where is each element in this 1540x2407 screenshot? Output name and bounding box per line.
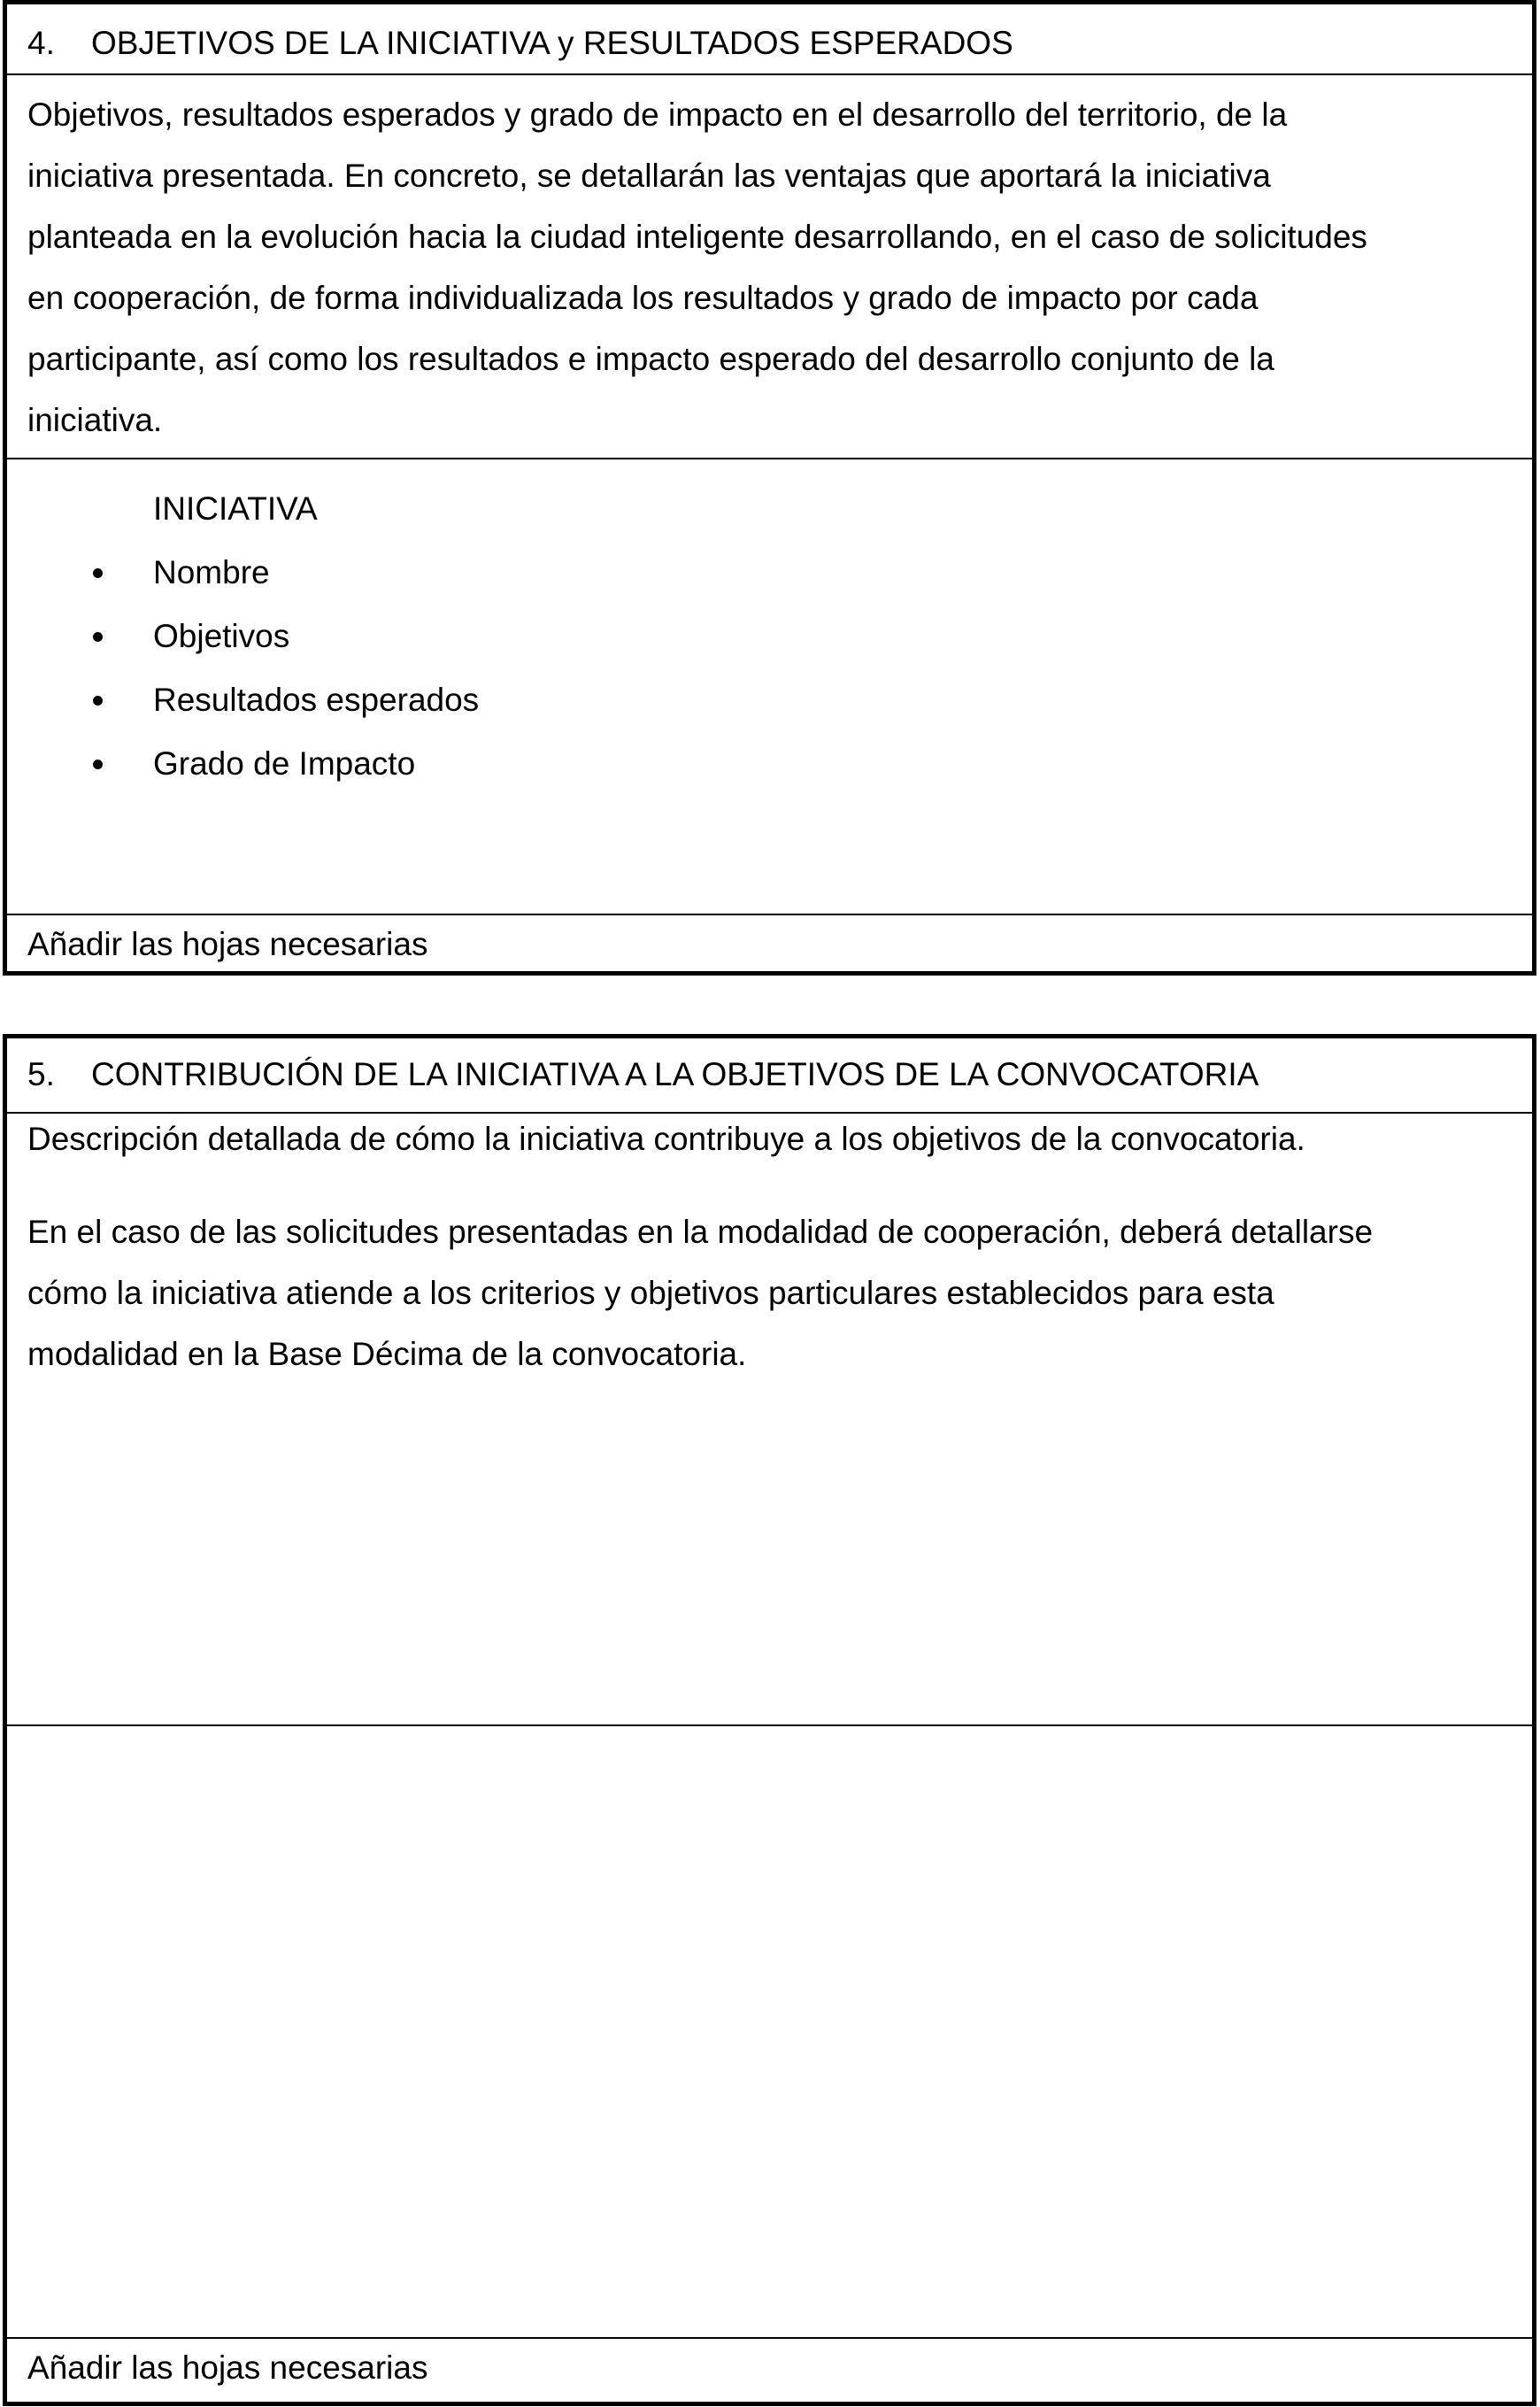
list-item-label: Resultados esperados: [153, 682, 480, 718]
description-line: iniciativa.: [27, 402, 163, 438]
description-line: participante, así como los resultados e impacto esperado del desarrollo conjunto de la: [27, 341, 1274, 377]
section-5-number: 5.: [27, 1056, 55, 1092]
section-5-response-area[interactable]: [7, 1726, 1532, 2337]
section-5-heading: [27, 1044, 1512, 1106]
bullet-icon: [93, 760, 103, 769]
list-item: [7, 605, 1532, 668]
description-line: planteada en la evolución hacia la ciudad inteligente desarrollando, en el caso de solicitudes: [27, 219, 1367, 255]
list-item-label: Objetivos: [153, 618, 290, 654]
section-4-title: OBJETIVOS DE LA INICIATIVA y RESULTADOS ESPERADOS: [91, 25, 1013, 61]
section-4-heading: [27, 12, 1512, 74]
description-line: En el caso de las solicitudes presentadas en la modalidad de cooperación, deberá detallarse: [27, 1214, 1374, 1250]
list-item: [7, 668, 1532, 732]
divider: [7, 73, 1532, 75]
list-item-label: Grado de Impacto: [153, 745, 416, 782]
description-line: cómo la iniciativa atiende a los criterios y objetivos particulares establecidos para esta: [27, 1275, 1274, 1311]
initiative-fields-list: [7, 541, 1532, 796]
section-5-title: CONTRIBUCIÓN DE LA INICIATIVA A LA OBJETIVOS DE LA CONVOCATORIA: [91, 1056, 1259, 1092]
description-line: en cooperación, de forma individualizada los resultados y grado de impacto por cada: [27, 280, 1259, 316]
list-item: [7, 541, 1532, 605]
section-4-box: [3, 0, 1536, 976]
divider: [7, 2337, 1532, 2339]
list-item: [7, 732, 1532, 796]
list-item-label: Nombre: [153, 554, 270, 590]
description-line: modalidad en la Base Décima de la convocatoria.: [27, 1336, 747, 1372]
description-paragraph: Descripción detallada de cómo la iniciativa contribuye a los objetivos de la convocatoria.: [27, 1121, 1305, 1157]
section-4-footer: Añadir las hojas necesarias: [27, 926, 428, 962]
bullet-icon: [93, 568, 103, 578]
description-line: iniciativa presentada. En concreto, se detallarán las ventajas que aportará la iniciativa: [27, 158, 1271, 194]
section-4-number: 4.: [27, 25, 55, 61]
description-line: Objetivos, resultados esperados y grado de impacto en el desarrollo del territorio, de la: [27, 96, 1288, 133]
section-5-box: [3, 1034, 1536, 2406]
bullet-icon: [93, 696, 103, 706]
divider: [7, 914, 1532, 915]
list-caption: INICIATIVA: [153, 490, 318, 527]
bullet-icon: [93, 632, 103, 642]
section-5-footer: Añadir las hojas necesarias: [27, 2349, 428, 2386]
section-4-response-area[interactable]: [7, 459, 1532, 914]
